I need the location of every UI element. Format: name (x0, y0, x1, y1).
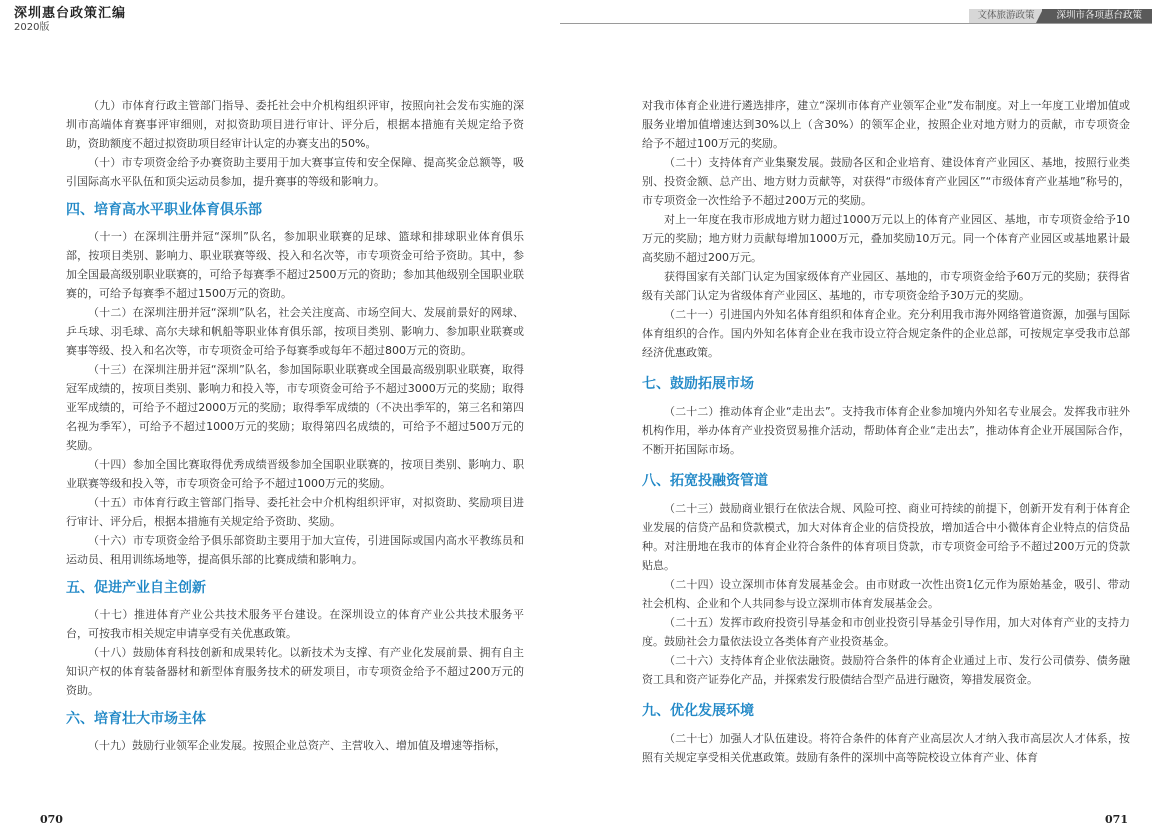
right-page-column (642, 96, 1130, 767)
paragraph-27: （二十七）加强人才队伍建设。将符合条件的体育产业高层次人才纳入我市高层次人才体系，按照有关规定享受相关优惠政策。鼓励有条件的深圳中高等院校设立体育产业、体育 (642, 732, 1130, 764)
paragraph-20c: 获得国家有关部门认定为国家级体育产业园区、基地的，市专项资金给予60万元的奖励；获得省级有关部门认定为省级体育产业园区、基地的，市专项资金给予30万元的奖励。 (642, 270, 1130, 302)
left-page-column (66, 96, 524, 755)
section-heading-6: 六、培育壮大市场主体 (66, 711, 206, 727)
paragraph-19-continued: 对我市体育企业进行遴选排序，建立“深圳市体育产业领军企业”发布制度。对上一年度工业增加值或服务业增加值增速达到30%以上（含30%）的领军企业，按照企业对地方财力的贡献，市专项资金给予不超过100万元的奖励。 (642, 99, 1130, 150)
paragraph-14: （十四）参加全国比赛取得优秀成绩晋级参加全国职业联赛的，按项目类别、影响力、职业联赛等级和投入等，市专项资金可给予不超过1000万元的奖励。 (66, 458, 524, 490)
section-tags (969, 9, 1152, 23)
paragraph-11: （十一）在深圳注册并冠“深圳”队名，参加职业联赛的足球、篮球和排球职业体育俱乐部，按项目类别、影响力、职业联赛等级、投入和名次等，市专项资金可给予资助。其中，参加全国最高级别职业联赛的，可给予每赛季不超过2500万元的资助；参加其他级别全国职业联赛的，可给予每赛季不超过1500万元的资助。 (66, 230, 524, 300)
book-header (14, 6, 126, 34)
paragraph-9: （九）市体育行政主管部门指导、委托社会中介机构组织评审，按照向社会发布实施的深圳市高端体育赛事评审细则，对拟资助项目进行审计、评分后，根据本措施有关规定给予资助，资助额度不超过拟资助项目经审计认定的办赛支出的50%。 (66, 99, 524, 150)
section-heading-4: 四、培育高水平职业体育俱乐部 (66, 202, 262, 218)
book-edition: 2020版 (14, 22, 50, 33)
paragraph-10: （十）市专项资金给予办赛资助主要用于加大赛事宣传和安全保障、提高奖金总额等，吸引国际高水平队伍和顶尖运动员参加，提升赛事的等级和影响力。 (66, 156, 524, 188)
paragraph-15: （十五）市体育行政主管部门指导、委托社会中介机构组织评审，对拟资助、奖励项目进行审计、评分后，根据本措施有关规定给予资助、奖励。 (66, 496, 524, 528)
section-tag-culture: 文体旅游政策 (969, 9, 1042, 23)
section-heading-7: 七、鼓励拓展市场 (642, 376, 754, 392)
paragraph-24: （二十四）设立深圳市体育发展基金会。由市财政一次性出资1亿元作为原始基金，吸引、带动社会机构、企业和个人共同参与设立深圳市体育发展基金会。 (642, 578, 1130, 610)
paragraph-19: （十九）鼓励行业领军企业发展。按照企业总资产、主营收入、增加值及增速等指标， (88, 739, 506, 752)
paragraph-22: （二十二）推动体育企业“走出去”。支持我市体育企业参加境内外知名专业展会。发挥我市驻外机构作用，举办体育产业投资贸易推介活动，帮助体育企业“走出去”，推动体育企业开展国际合作，不断开拓国际市场。 (642, 405, 1130, 456)
paragraph-23: （二十三）鼓励商业银行在依法合规、风险可控、商业可持续的前提下，创新开发有利于体育企业发展的信贷产品和贷款模式，加大对体育企业的信贷投放，增加适合中小微体育企业特点的信贷品种。对注册地在我市的体育企业符合条件的体育项目贷款，市专项资金可给予不超过200万元的贷款贴息。 (642, 502, 1130, 572)
section-heading-8: 八、拓宽投融资管道 (642, 473, 768, 489)
paragraph-12: （十二）在深圳注册并冠“深圳”队名，社会关注度高、市场空间大、发展前景好的网球、乒乓球、羽毛球、高尔夫球和帆船等职业体育俱乐部，按项目类别、影响力、参加职业联赛或赛事等级、投入和名次等，市专项资金可给予每赛季或每年不超过800万元的资助。 (66, 306, 524, 357)
paragraph-26: （二十六）支持体育企业依法融资。鼓励符合条件的体育企业通过上市、发行公司债券、债务融资工具和资产证券化产品，并探索发行股债结合型产品进行融资，筹措发展资金。 (642, 654, 1130, 686)
paragraph-18: （十八）鼓励体育科技创新和成果转化。以新技术为支撑、有产业化发展前景、拥有自主知识产权的体育装备器材和新型体育服务技术的研发项目，市专项资金给予不超过200万元的资助。 (66, 646, 524, 697)
page-number-right: 071 (1105, 813, 1128, 826)
paragraph-20: （二十）支持体育产业集聚发展。鼓励各区和企业培育、建设体育产业园区、基地，按照行业类别、投资金额、总产出、地方财力贡献等，对获得“市级体育产业园区”“市级体育产业基地”称号的，市专项资金一次性给予不超过200万元的奖励。 (642, 156, 1130, 207)
section-heading-9: 九、优化发展环境 (642, 703, 754, 719)
paragraph-16: （十六）市专项资金给予俱乐部资助主要用于加大宣传，引进国际或国内高水平教练员和运动员、租用训练场地等，提高俱乐部的比赛成绩和影响力。 (66, 534, 524, 566)
section-heading-5: 五、促进产业自主创新 (66, 580, 206, 596)
paragraph-25: （二十五）发挥市政府投资引导基金和市创业投资引导基金引导作用，加大对体育产业的支持力度。鼓励社会力量依法设立各类体育产业投资基金。 (642, 616, 1130, 648)
section-tag-policies: 深圳市各项惠台政策 (1042, 9, 1152, 23)
paragraph-13: （十三）在深圳注册并冠“深圳”队名，参加国际职业联赛或全国最高级别职业联赛，取得冠军成绩的，按项目类别、影响力和投入等，市专项资金可给予不超过3000万元的奖励；取得亚军成绩的，可给予不超过2000万元的奖励；取得季军成绩的（不决出季军的，第三名和第四名视为季军），可给予不超过1000万元的奖励；取得第四名成绩的，可给予不超过500万元的奖励。 (66, 363, 524, 452)
paragraph-17: （十七）推进体育产业公共技术服务平台建设。在深圳设立的体育产业公共技术服务平台，可按我市相关规定申请享受有关优惠政策。 (66, 608, 524, 640)
header-rule (560, 23, 1152, 24)
page-number-left: 070 (40, 813, 63, 826)
book-title: 深圳惠台政策汇编 (14, 6, 127, 21)
paragraph-21: （二十一）引进国内外知名体育组织和体育企业。充分利用我市海外网络管道资源，加强与国际体育组织的合作。国内外知名体育企业在我市设立符合规定条件的企业总部，可按规定享受我市总部经济优惠政策。 (642, 308, 1130, 359)
paragraph-20b: 对上一年度在我市形成地方财力超过1000万元以上的体育产业园区、基地，市专项资金给予10万元的奖励；地方财力贡献每增加1000万元，叠加奖励10万元。同一个体育产业园区或基地累计最高奖励不超过200万元。 (642, 213, 1130, 264)
